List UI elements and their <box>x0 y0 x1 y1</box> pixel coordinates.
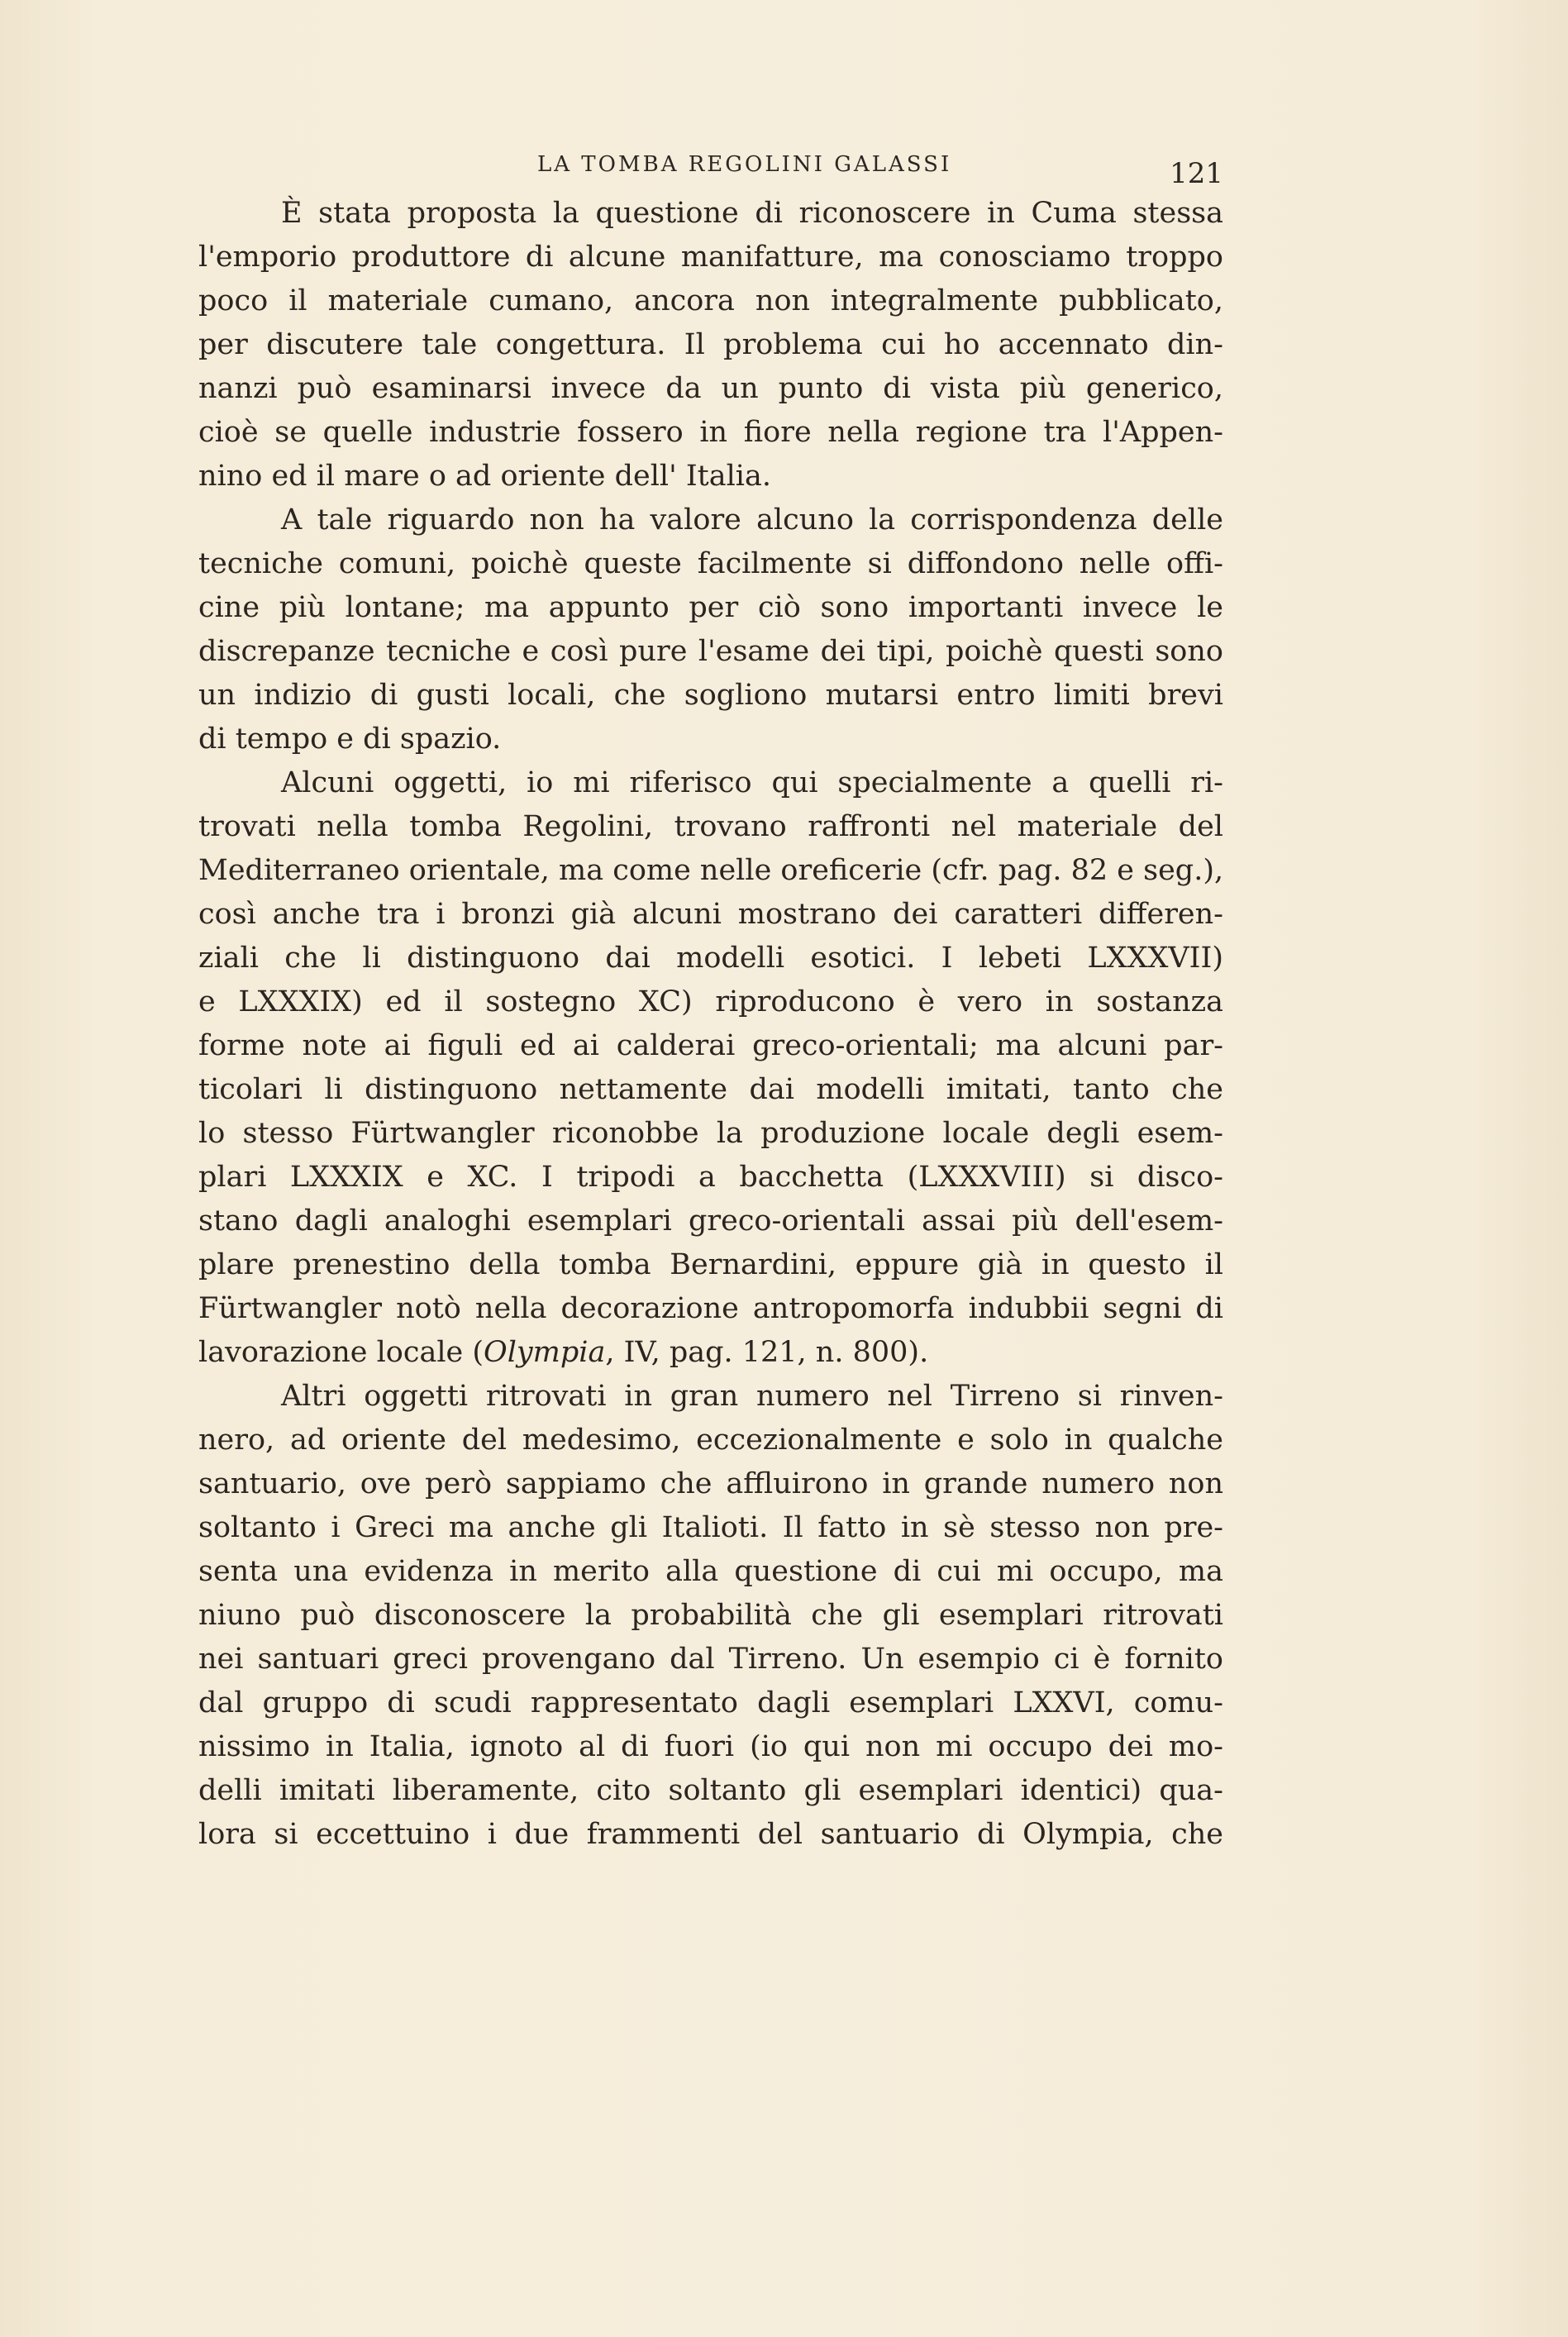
body-text <box>198 192 1223 1857</box>
text-line: così anche tra i bronzi già alcuni mostrano dei caratteri differen- <box>198 898 1223 931</box>
text-line: discrepanze tecniche e così pure l'esame dei tipi, poichè questi sono <box>198 635 1223 668</box>
text-line: Mediterraneo orientale, ma come nelle oreficerie (cfr. pag. 82 e seg.), <box>198 854 1224 887</box>
text-line: nei santuari greci provengano dal Tirreno. Un esempio ci è fornito <box>198 1643 1223 1676</box>
text-line: santuario, ove però sappiamo che affluirono in grande numero non <box>198 1467 1223 1500</box>
text-line: delli imitati liberamente, cito soltanto gli esemplari identici) qua- <box>198 1774 1223 1807</box>
text-line: cioè se quelle industrie fossero in fiore nella regione tra l'Appen- <box>198 416 1223 449</box>
text-line: Alcuni oggetti, io mi riferisco qui specialmente a quelli ri- <box>281 766 1223 799</box>
text-line: tecniche comuni, poichè queste facilmente si diffondono nelle offi- <box>198 547 1223 580</box>
text-line: È stata proposta la questione di riconoscere in Cuma stessa <box>281 197 1223 230</box>
text-fragment: lavorazione locale ( <box>198 1336 484 1369</box>
text-line: nino ed il mare o ad oriente dell' Italia. <box>198 460 771 493</box>
text-line: l'emporio produttore di alcune manifatture, ma conosciamo troppo <box>198 241 1223 274</box>
text-line: senta una evidenza in merito alla questione di cui mi occupo, ma <box>198 1555 1223 1588</box>
text-line: nissimo in Italia, ignoto al di fuori (io qui non mi occupo dei mo- <box>198 1730 1223 1763</box>
text-line: ziali che li distinguono dai modelli esotici. I lebeti LXXXVII) <box>198 942 1223 975</box>
text-line: lo stesso Fürtwangler riconobbe la produzione locale degli esem- <box>198 1117 1223 1150</box>
text-line <box>198 1331 1223 1375</box>
text-line: Fürtwangler notò nella decorazione antropomorfa indubbii segni di <box>198 1292 1223 1325</box>
text-line: A tale riguardo non ha valore alcuno la corrispondenza delle <box>281 503 1223 537</box>
text-line: forme note ai figuli ed ai calderai greco-orientali; ma alcuni par- <box>198 1029 1223 1062</box>
paragraph-2 <box>198 498 1223 761</box>
page-number: 121 <box>1170 157 1223 190</box>
text-line: lora si eccettuino i due frammenti del santuario di Olympia, che <box>198 1818 1223 1851</box>
text-line: dal gruppo di scudi rappresentato dagli esemplari LXXVI, comu- <box>198 1686 1223 1719</box>
italic-title: Olympia <box>484 1336 606 1369</box>
paragraph-3 <box>198 761 1223 1375</box>
text-fragment: , IV, pag. 121, n. 800). <box>605 1336 929 1369</box>
text-line: per discutere tale congettura. Il problema cui ho accennato din- <box>198 328 1223 361</box>
text-line: soltanto i Greci ma anche gli Italioti. Il fatto in sè stesso non pre- <box>198 1511 1223 1544</box>
running-title: LA TOMBA REGOLINI GALASSI <box>537 152 952 177</box>
text-line: poco il materiale cumano, ancora non integralmente pubblicato, <box>198 284 1223 317</box>
paragraph-1 <box>198 192 1223 498</box>
text-line: di tempo e di spazio. <box>198 723 502 756</box>
paragraph-4 <box>198 1375 1223 1857</box>
text-line: plari LXXXIX e XC. I tripodi a bacchetta (LXXXVIII) si disco- <box>198 1161 1223 1194</box>
text-line: un indizio di gusti locali, che sogliono mutarsi entro limiti brevi <box>198 679 1223 712</box>
text-line: trovati nella tomba Regolini, trovano raffronti nel materiale del <box>198 810 1223 843</box>
text-line: plare prenestino della tomba Bernardini, eppure già in questo il <box>198 1248 1223 1281</box>
text-line: ticolari li distinguono nettamente dai modelli imitati, tanto che <box>198 1073 1223 1106</box>
page-header <box>198 145 1223 195</box>
text-line: stano dagli analoghi esemplari greco-orientali assai più dell'esem- <box>198 1204 1223 1238</box>
text-line: nero, ad oriente del medesimo, eccezionalmente e solo in qualche <box>198 1424 1223 1457</box>
text-line: Altri oggetti ritrovati in gran numero nel Tirreno si rinven- <box>281 1380 1223 1413</box>
text-line: cine più lontane; ma appunto per ciò sono importanti invece le <box>198 591 1223 624</box>
text-line: e LXXXIX) ed il sostegno XC) riproducono è vero in sostanza <box>198 985 1223 1018</box>
text-line: nanzi può esaminarsi invece da un punto di vista più generico, <box>198 372 1223 405</box>
text-line: niuno può disconoscere la probabilità che gli esemplari ritrovati <box>198 1599 1223 1632</box>
